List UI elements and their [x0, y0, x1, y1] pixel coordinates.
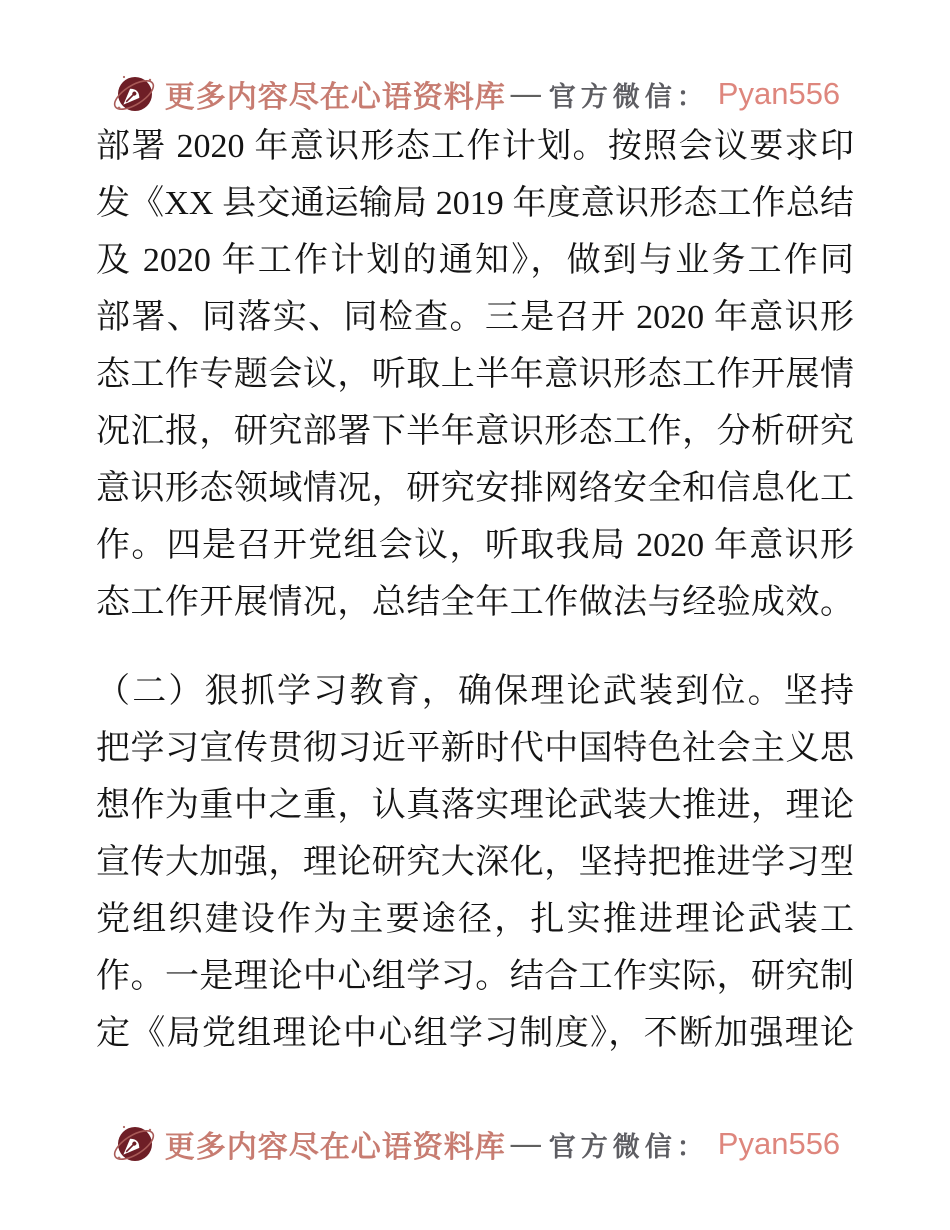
pen-nib-globe-logo-icon	[110, 68, 158, 120]
wechat-id: Pyan556	[717, 76, 841, 111]
text-line: 意识形态领域情况，研究安排网络安全和信息化工	[96, 470, 854, 507]
page-header-watermark	[0, 66, 950, 122]
text-line: 部署 2020 年意识形态工作计划。按照会议要求印	[96, 128, 854, 165]
text-line: 想作为重中之重，认真落实理论武装大推进，理论	[96, 787, 854, 824]
text-line: 宣传大加强，理论研究大深化，坚持把推进学习型	[96, 844, 854, 881]
pen-nib-globe-logo-icon	[110, 1118, 158, 1170]
document-body	[96, 118, 854, 1062]
text-line: 态工作开展情况，总结全年工作做法与经验成效。	[96, 584, 854, 621]
official-wechat-label: 官方微信：	[548, 81, 709, 112]
official-wechat-label: 官方微信：	[548, 1131, 709, 1162]
text-line: 作。四是召开党组会议，听取我局 2020 年意识形	[96, 527, 854, 564]
page-footer-watermark	[0, 1116, 950, 1172]
brand-text: 更多内容尽在心语资料库	[164, 1131, 506, 1164]
text-line: 把学习宣传贯彻习近平新时代中国特色社会主义思	[96, 730, 854, 767]
brand-text: 更多内容尽在心语资料库	[164, 81, 506, 114]
text-line: 定《局党组理论中心组学习制度》，不断加强理论	[96, 1015, 854, 1052]
text-line: 党组织建设作为主要途径，扎实推进理论武装工	[96, 901, 854, 938]
text-line: （二）狠抓学习教育，确保理论武装到位。坚持	[96, 673, 854, 710]
text-line: 作。一是理论中心组学习。结合工作实际，研究制	[96, 958, 854, 995]
text-line: 发《XX 县交通运输局 2019 年度意识形态工作总结	[96, 185, 854, 222]
text-line: 部署、同落实、同检查。三是召开 2020 年意识形	[96, 299, 854, 336]
text-line: 况汇报，研究部署下半年意识形态工作，分析研究	[96, 413, 854, 450]
wechat-id: Pyan556	[717, 1126, 841, 1161]
text-line: 及 2020 年工作计划的通知》，做到与业务工作同	[96, 242, 854, 279]
paragraph	[96, 118, 854, 631]
text-line: 态工作专题会议，听取上半年意识形态工作开展情	[96, 356, 854, 393]
paragraph	[96, 663, 854, 1062]
brand-separator: —	[510, 77, 541, 110]
brand-separator: —	[510, 1127, 541, 1160]
